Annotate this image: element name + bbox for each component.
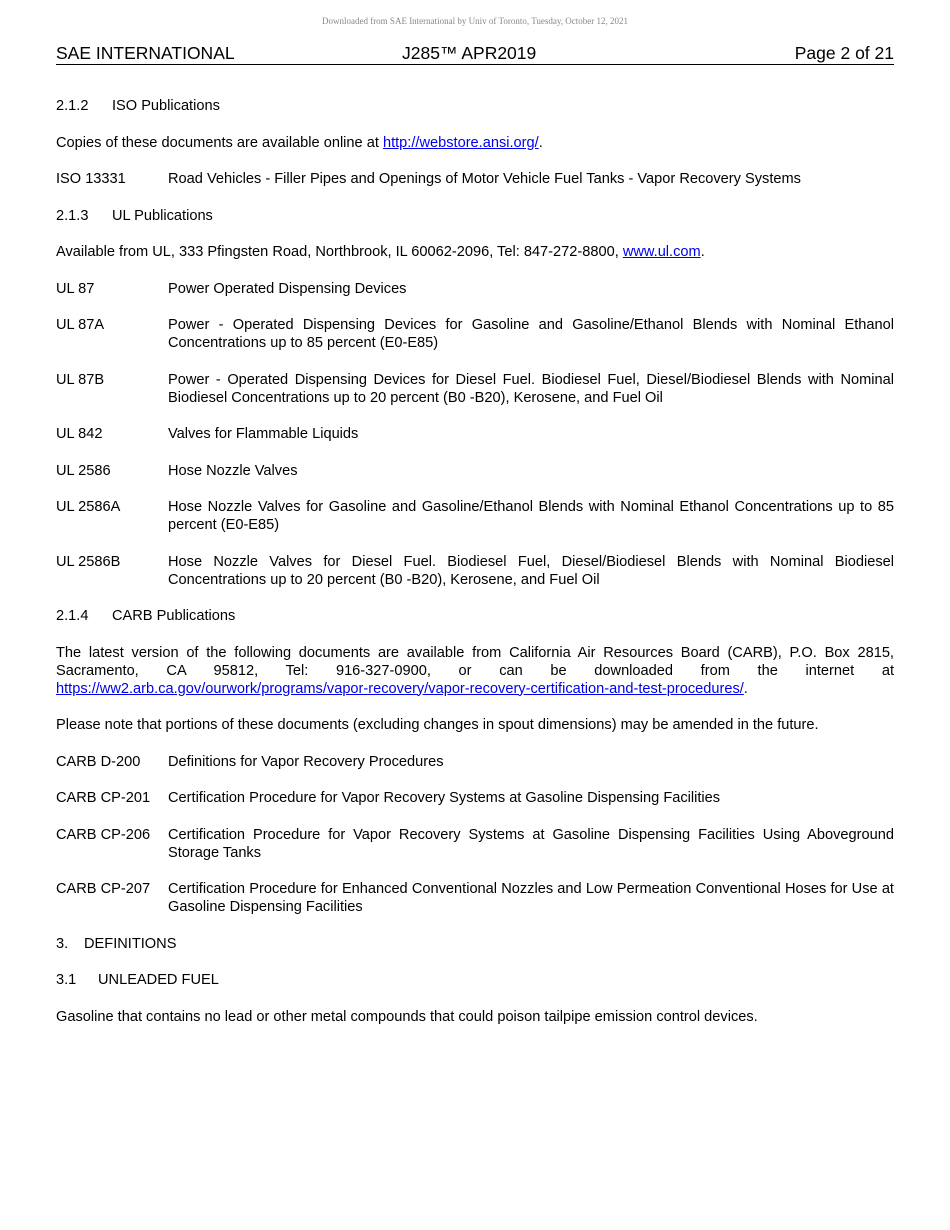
reference-code: UL 87A bbox=[56, 317, 105, 333]
reference-entry bbox=[56, 280, 894, 298]
section-title: DEFINITIONS bbox=[84, 935, 177, 952]
section-heading-2-1-3 bbox=[56, 207, 894, 225]
reference-title: Power - Operated Dispensing Devices for Diesel Fuel. Biodiesel Fuel, Diesel/Biodiesel Blends with Nominal Biodiesel Concentrations up to 20 percent (B0 -B20), Kerosene, and Fuel Oil bbox=[168, 371, 894, 406]
section-heading-2-1-2 bbox=[56, 97, 894, 115]
carb-amendment-note: Please note that portions of these documents (excluding changes in spout dimensions) may be amended in the future. bbox=[56, 717, 819, 733]
section-title: CARB Publications bbox=[112, 608, 236, 624]
reference-title: Certification Procedure for Vapor Recovery Systems at Gasoline Dispensing Facilities bbox=[168, 790, 721, 806]
paragraph-text: Available from UL, 333 Pfingsten Road, Northbrook, IL 60062-2096, Tel: 847-272-8800, bbox=[56, 244, 623, 260]
ul-availability-paragraph bbox=[56, 243, 894, 261]
reference-title: Power - Operated Dispensing Devices for Gasoline and Gasoline/Ethanol Blends with Nominal Ethanol Concentrations up to 85 percent (E0-E85) bbox=[168, 317, 894, 351]
reference-entry bbox=[56, 789, 894, 807]
reference-code: ISO 13331 bbox=[56, 171, 126, 187]
section-number: 2.1.2 bbox=[56, 98, 89, 114]
ansi-webstore-link[interactable]: http://webstore.ansi.org/ bbox=[382, 134, 539, 151]
reference-code: CARB CP-201 bbox=[56, 790, 151, 806]
reference-title: Hose Nozzle Valves bbox=[168, 462, 298, 479]
reference-title: Valves for Flammable Liquids bbox=[168, 426, 359, 442]
header-organization: SAE INTERNATIONAL bbox=[56, 43, 235, 63]
section-number: 3. bbox=[56, 935, 69, 952]
reference-code: UL 2586 bbox=[56, 462, 111, 479]
reference-title: Certification Procedure for Enhanced Conventional Nozzles and Low Permeation Conventional Hoses for Use at Gasoline Dispensing Facilities bbox=[168, 881, 894, 915]
ul-website-link[interactable]: www.ul.com bbox=[622, 244, 701, 260]
reference-entry bbox=[56, 498, 894, 534]
document-body bbox=[56, 97, 894, 1044]
paragraph-text: Copies of these documents are available online at bbox=[56, 134, 383, 151]
reference-code: CARB CP-207 bbox=[56, 881, 151, 897]
reference-entry bbox=[56, 826, 894, 862]
reference-title: Power Operated Dispensing Devices bbox=[168, 280, 407, 297]
reference-title: Road Vehicles - Filler Pipes and Openings of Motor Vehicle Fuel Tanks - Vapor Recovery Systems bbox=[168, 171, 801, 187]
reference-code: UL 2586A bbox=[56, 499, 121, 515]
section-heading-2-1-4 bbox=[56, 607, 894, 625]
section-title: ISO Publications bbox=[112, 98, 220, 114]
section-title: UL Publications bbox=[112, 207, 213, 224]
paragraph-end: . bbox=[743, 680, 748, 697]
reference-title: Certification Procedure for Vapor Recovery Systems at Gasoline Dispensing Facilities Using Aboveground Storage Tanks bbox=[168, 826, 894, 861]
reference-code: UL 87B bbox=[56, 371, 105, 388]
page-header bbox=[56, 43, 894, 65]
reference-entry bbox=[56, 753, 894, 771]
iso-availability-paragraph bbox=[56, 134, 894, 152]
section-number: 2.1.3 bbox=[56, 207, 89, 224]
reference-entry bbox=[56, 553, 894, 589]
section-number: 3.1 bbox=[56, 972, 77, 988]
unleaded-fuel-definition: Gasoline that contains no lead or other metal compounds that could poison tailpipe emission control devices. bbox=[56, 1008, 758, 1025]
header-page-number: Page 2 of 21 bbox=[794, 43, 894, 63]
reference-code: CARB CP-206 bbox=[56, 826, 151, 843]
reference-code: UL 2586B bbox=[56, 553, 121, 570]
reference-entry bbox=[56, 170, 894, 188]
reference-entry bbox=[56, 462, 894, 480]
carb-procedures-link[interactable]: https://ww2.arb.ca.gov/ourwork/programs/vapor-recovery/vapor-recovery-certification-and-test-procedures/ bbox=[56, 680, 744, 697]
reference-entry bbox=[56, 880, 894, 916]
reference-title: Definitions for Vapor Recovery Procedures bbox=[168, 753, 444, 770]
reference-entry bbox=[56, 371, 894, 407]
reference-code: UL 87 bbox=[56, 280, 95, 297]
reference-code: CARB D-200 bbox=[56, 753, 141, 770]
paragraph-text: The latest version of the following documents are available from California Air Resources Board (CARB), P.O. Box 2815, Sacramento, CA 95812, Tel: 916-327-0900, or can be downloaded from the internet at bbox=[56, 644, 894, 679]
paragraph-end: . bbox=[538, 134, 543, 151]
reference-entry bbox=[56, 425, 894, 443]
header-document-id: J285™ APR2019 bbox=[402, 43, 537, 63]
section-heading-3 bbox=[56, 935, 894, 953]
reference-entry bbox=[56, 316, 894, 352]
paragraph-end: . bbox=[700, 244, 705, 260]
section-title: UNLEADED FUEL bbox=[98, 972, 219, 988]
section-number: 2.1.4 bbox=[56, 608, 89, 624]
reference-title: Hose Nozzle Valves for Gasoline and Gasoline/Ethanol Blends with Nominal Ethanol Concentrations up to 85 percent (E0-E85) bbox=[168, 499, 894, 533]
download-watermark: Downloaded from SAE International by Univ of Toronto, Tuesday, October 12, 2021 bbox=[321, 16, 629, 26]
carb-availability-paragraph bbox=[56, 644, 894, 698]
section-heading-3-1 bbox=[56, 971, 894, 989]
reference-title: Hose Nozzle Valves for Diesel Fuel. Biodiesel Fuel, Diesel/Biodiesel Blends with Nominal Biodiesel Concentrations up to 20 percent (B0 -B20), Kerosene, and Fuel Oil bbox=[168, 553, 894, 588]
reference-code: UL 842 bbox=[56, 426, 103, 442]
